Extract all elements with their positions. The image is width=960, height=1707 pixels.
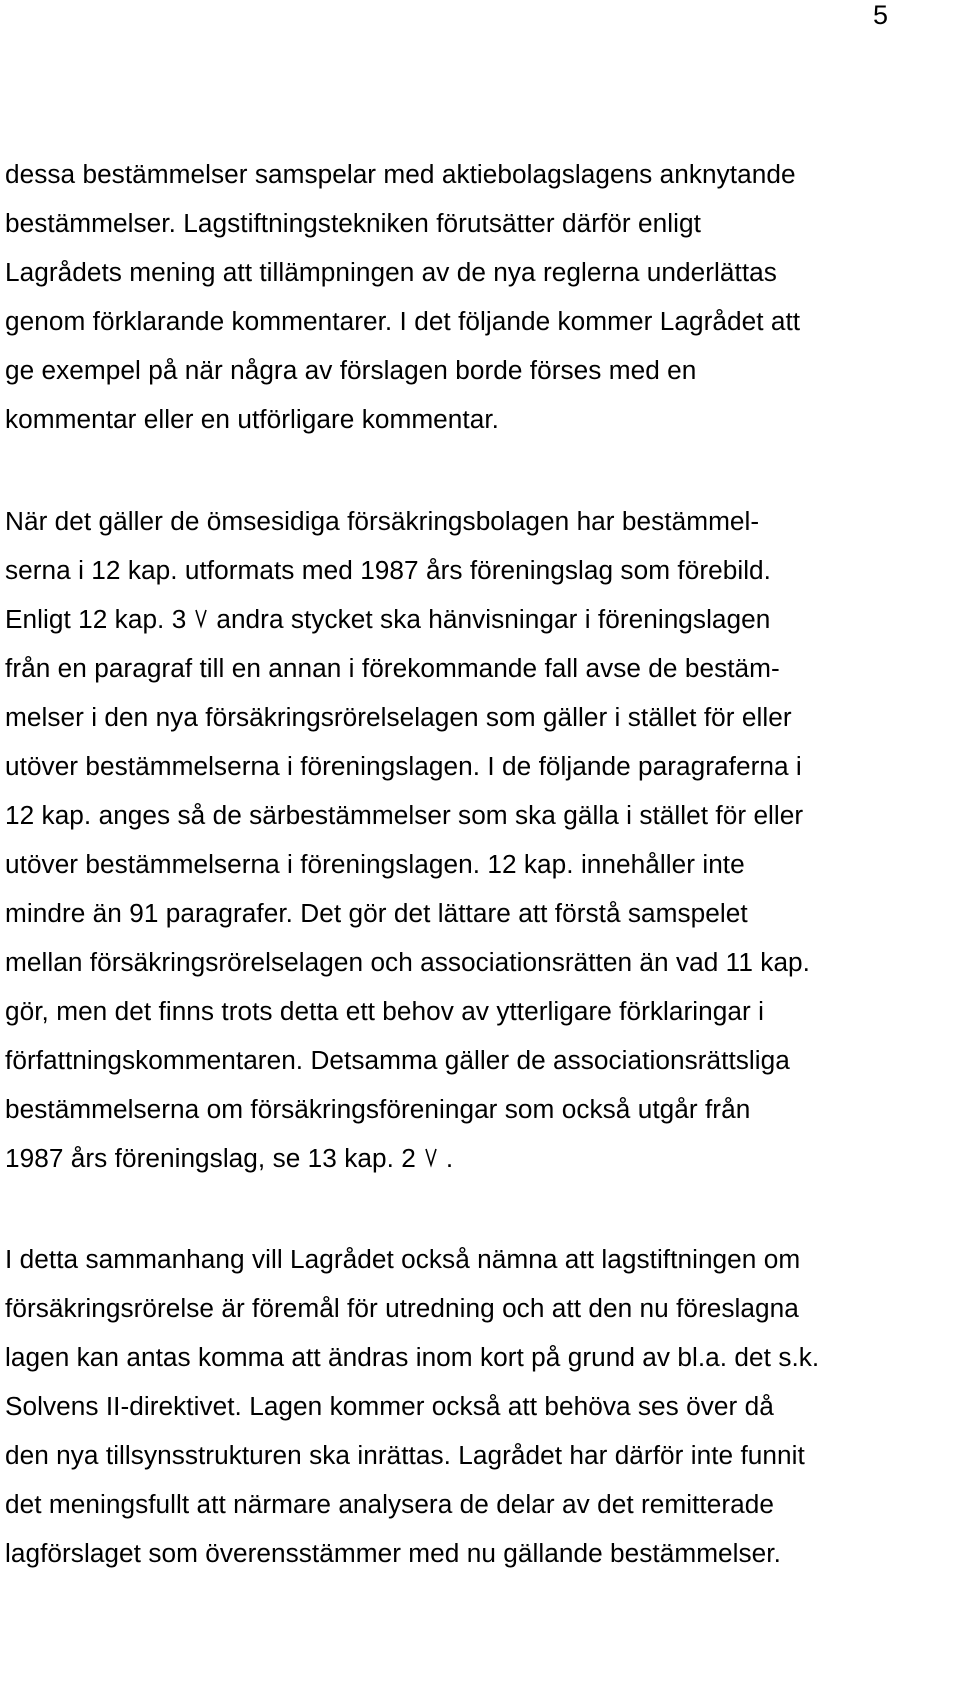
text-line: mellan försäkringsrörelselagen och associationsrätten än vad 11 kap. bbox=[5, 947, 810, 977]
text-line: serna i 12 kap. utformats med 1987 års föreningslag som förebild. bbox=[5, 555, 771, 585]
text-line: den nya tillsynsstrukturen ska inrättas. Lagrådet har därför inte funnit bbox=[5, 1440, 805, 1470]
text-segment: . bbox=[445, 1143, 454, 1173]
text-line: melser i den nya försäkringsrörelselagen som gäller i stället för eller bbox=[5, 702, 792, 732]
text-line bbox=[5, 1143, 453, 1173]
text-line: dessa bestämmelser samspelar med aktiebolagslagens anknytande bbox=[5, 159, 796, 189]
text-line: det meningsfullt att närmare analysera de delar av det remitterade bbox=[5, 1489, 774, 1519]
text-line: från en paragraf till en annan i förekommande fall avse de bestäm- bbox=[5, 653, 780, 683]
text-line: lagförslaget som överensstämmer med nu gällande bestämmelser. bbox=[5, 1538, 781, 1568]
text-line: utöver bestämmelserna i föreningslagen. I de följande paragraferna i bbox=[5, 751, 802, 781]
text-line: försäkringsrörelse är föremål för utredning och att den nu föreslagna bbox=[5, 1293, 799, 1323]
text-line: ge exempel på när några av förslagen borde förses med en bbox=[5, 355, 697, 385]
text-line: bestämmelserna om försäkringsföreningar som också utgår från bbox=[5, 1094, 751, 1124]
text-line: 12 kap. anges så de särbestämmelser som ska gälla i stället för eller bbox=[5, 800, 804, 830]
text-line: Lagrådets mening att tillämpningen av de nya reglerna underlättas bbox=[5, 257, 777, 287]
text-line: Solvens II-direktivet. Lagen kommer också att behöva ses över då bbox=[5, 1391, 774, 1421]
text-segment: andra stycket ska hänvisningar i föreningslagen bbox=[216, 604, 771, 634]
text-line: I detta sammanhang vill Lagrådet också nämna att lagstiftningen om bbox=[5, 1244, 801, 1274]
text-line: mindre än 91 paragrafer. Det gör det lättare att förstå samspelet bbox=[5, 898, 748, 928]
text-line: När det gäller de ömsesidiga försäkringsbolagen har bestämmel- bbox=[5, 506, 760, 536]
text-line: genom förklarande kommentarer. I det följande kommer Lagrådet att bbox=[5, 306, 801, 336]
text-line: bestämmelser. Lagstiftningstekniken förutsätter därför enligt bbox=[5, 208, 701, 238]
page-number: 5 bbox=[872, 0, 888, 30]
text-line: kommentar eller en utförligare kommentar. bbox=[5, 404, 499, 434]
section-sign-icon bbox=[190, 608, 212, 632]
text-segment: 1987 års föreningslag, se 13 kap. 2 bbox=[5, 1143, 416, 1173]
text-line: gör, men det finns trots detta ett behov av ytterligare förklaringar i bbox=[5, 996, 764, 1026]
text-segment: Enligt 12 kap. 3 bbox=[5, 604, 187, 634]
text-line bbox=[5, 604, 770, 634]
section-sign-icon bbox=[420, 1147, 442, 1171]
text-line: utöver bestämmelserna i föreningslagen. 12 kap. innehåller inte bbox=[5, 849, 745, 879]
text-line: författningskommentaren. Detsamma gäller de associationsrättsliga bbox=[5, 1045, 790, 1075]
text-line: lagen kan antas komma att ändras inom kort på grund av bl.a. det s.k. bbox=[5, 1342, 820, 1372]
